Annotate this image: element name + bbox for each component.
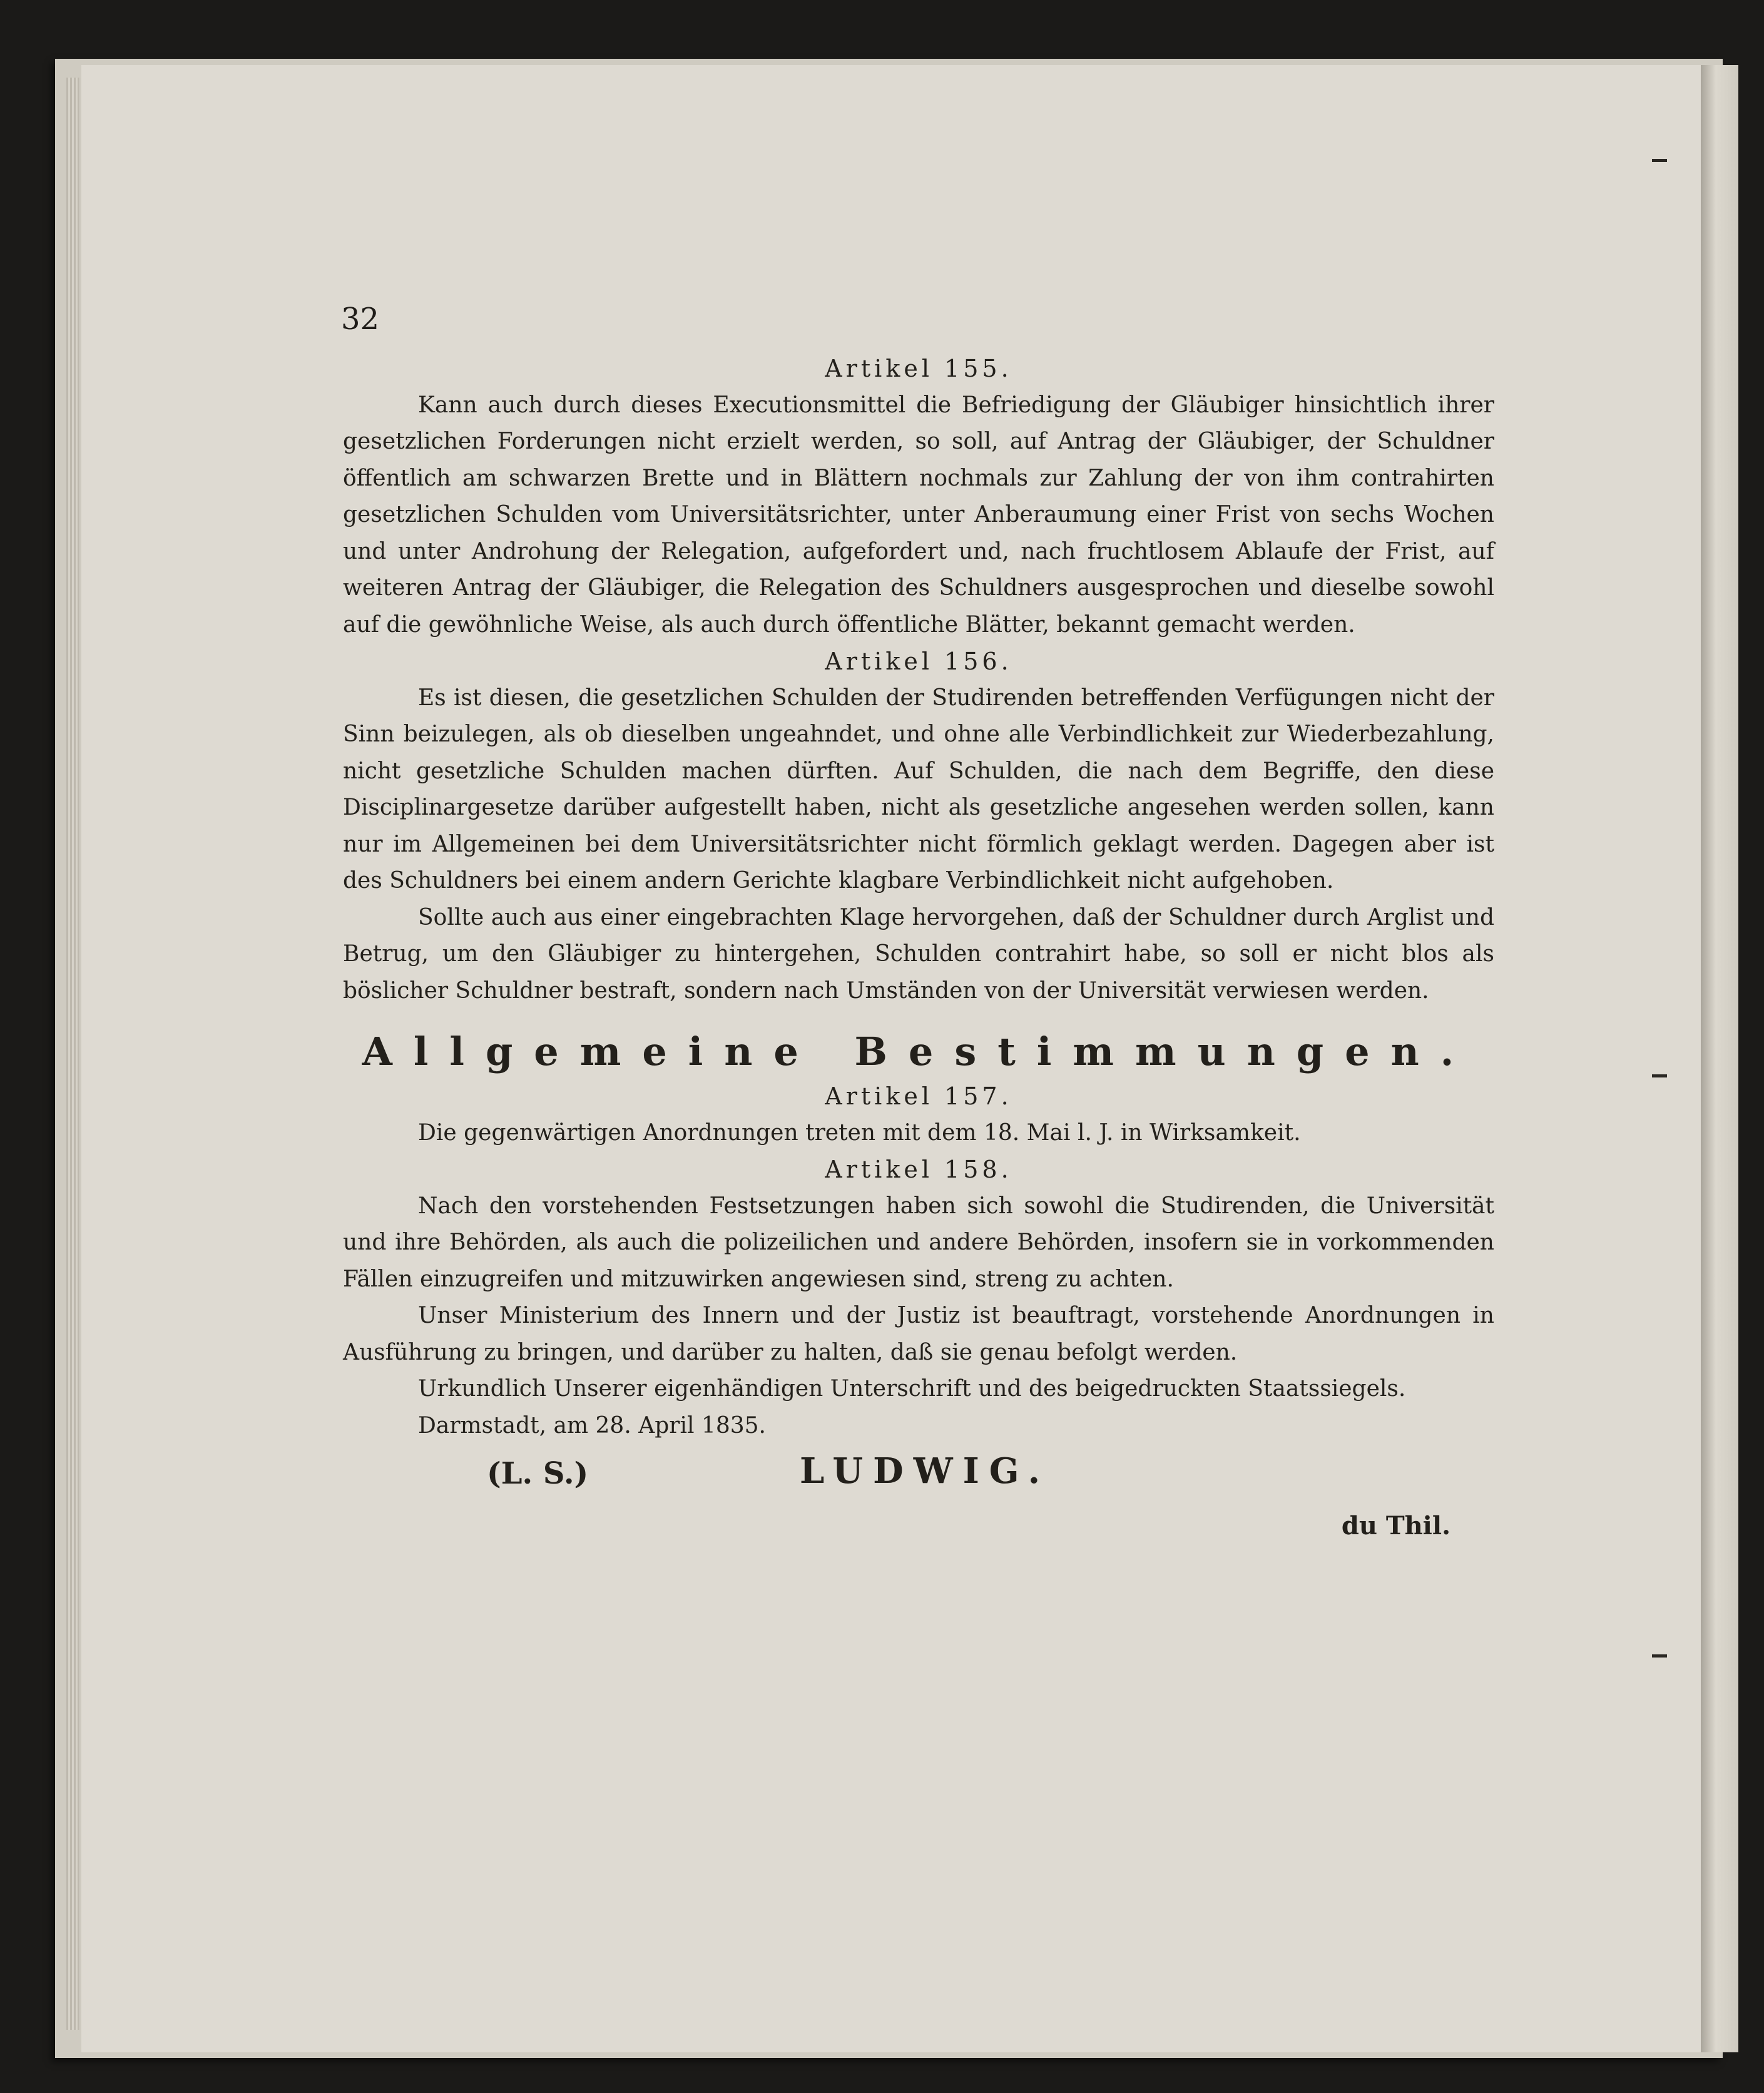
article-157-heading: Artikel 157. — [825, 1082, 1012, 1110]
article-157-text: Die gegenwärtigen Anordnungen treten mit dem 18. Mai l. J. in Wirksamkeit. — [418, 1119, 1301, 1146]
place-date: Darmstadt, am 28. April 1835. — [418, 1412, 766, 1439]
article-158-paragraph-3: Urkundlich Unserer eigenhändigen Unterschrift und des beigedruckten Staatssiegels. — [418, 1376, 1406, 1402]
spine-mark — [1652, 159, 1667, 162]
page-number: 32 — [341, 302, 380, 337]
page-text — [343, 350, 1494, 1545]
seal-mark: (L. S.) — [487, 1456, 589, 1491]
countersignature: du Thil. — [1341, 1511, 1450, 1540]
article-158-paragraph-2: Unser Ministerium des Innern und der Justiz ist beauftragt, vorstehende Anordnungen in Ausführung zu bringen, und darüber zu halten, daß sie genau befolgt werden. — [343, 1303, 1494, 1365]
article-155-heading: Artikel 155. — [825, 355, 1012, 382]
signatory-name: LUDWIG. — [800, 1450, 1051, 1492]
facing-page-edge — [1701, 65, 1738, 2052]
article-156-paragraph-1: Es ist diesen, die gesetzlichen Schulden der Studirenden betreffenden Verfügungen nicht der Sinn beizulegen, als ob dieselben ungeahndet, und ohne alle Verbindlichkeit zur Wiederbezahlung, nicht gesetzliche Schulden machen dürften. Auf Schulden, die nach dem Begriffe, den diese Disciplinargesetze darüber aufgestellt haben, nicht als gesetzliche angesehen werden sollen, kann nur im Allgemeinen bei dem Universitätsrichter nicht förmlich geklagt werden. Dagegen aber ist des Schuldners bei einem andern Gerichte klagbare Verbindlichkeit nicht aufgehoben. — [343, 685, 1494, 894]
section-title: Allgemeine Bestimmungen. — [362, 1029, 1476, 1074]
article-156-paragraph-2: Sollte auch aus einer eingebrachten Klage hervorgehen, daß der Schuldner durch Arglist und Betrug, um den Gläubiger zu hintergehen, Schulden contrahirt habe, so soll er nicht blos als böslicher Schuldner bestraft, sondern nach Umständen von der Universität verwiesen werden. — [343, 904, 1494, 1004]
spine-mark — [1652, 1654, 1667, 1658]
signature-row — [343, 1450, 1494, 1505]
article-156-heading: Artikel 156. — [825, 648, 1012, 675]
article-158-heading: Artikel 158. — [825, 1156, 1012, 1183]
article-155-text: Kann auch durch dieses Executionsmittel die Befriedigung der Gläubiger hinsichtlich ihrer gesetzlichen Forderungen nicht erzielt werden, so soll, auf Antrag der Gläubiger, der Schuldner öffentlich am schwarzen Brette und in Blättern nochmals zur Zahlung der von ihm contrahirten gesetzlichen Schulden vom Universitätsrichter, unter Anberaumung einer Frist von sechs Wochen und unter Androhung der Relegation, aufgefordert und, nach fruchtlosem Ablaufe der Frist, auf weiteren Antrag der Gläubiger, die Relegation des Schuldners ausgesprochen und dieselbe sowohl auf die gewöhnliche Weise, als auch durch öffentliche Blätter, bekannt gemacht werden. — [343, 392, 1494, 638]
spine-mark — [1652, 1074, 1667, 1077]
article-158-paragraph-1: Nach den vorstehenden Festsetzungen haben sich sowohl die Studirenden, die Universität und ihre Behörden, als auch die polizeilichen und andere Behörden, insofern sie in vorkommenden Fällen einzugreifen und mitzuwirken angewiesen sind, streng zu achten. — [343, 1193, 1494, 1292]
